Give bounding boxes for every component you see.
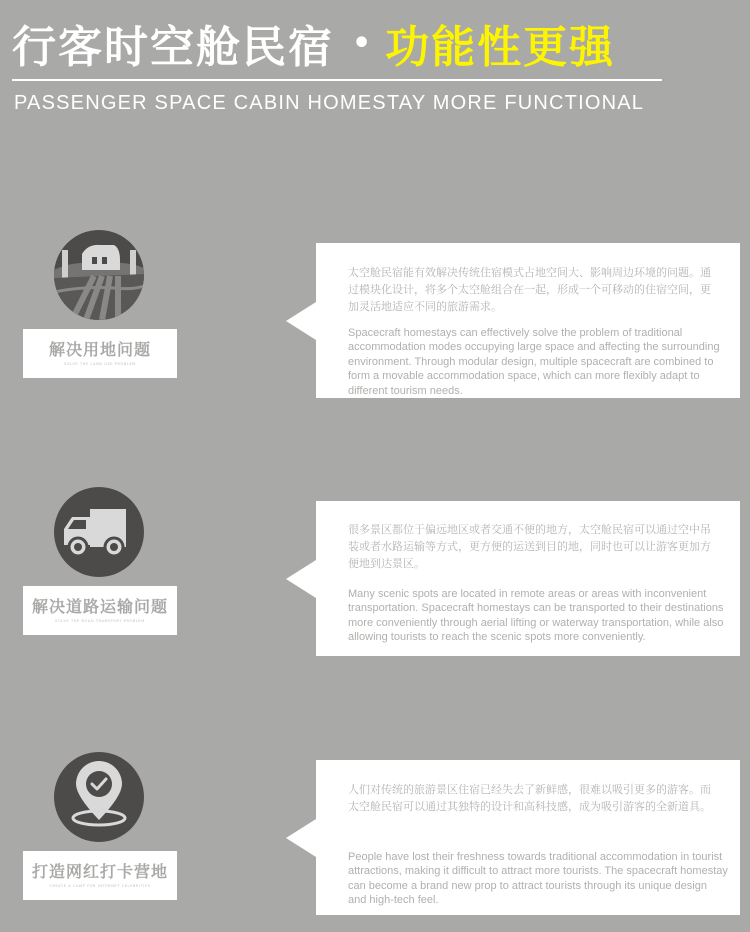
description-en: People have lost their freshness towards traditional accommodation in tourist attractions, making it difficult to attract more tourists. The spacecraft homestay can become a brand new prop to attract tourists through its unique design and high-tech feel. xyxy=(348,851,728,907)
description-cn: 太空舱民宿能有效解决传统住宿模式占地空间大、影响周边环境的问题。通过模块化设计，将多个太空舱组合在一起，形成一个可移动的住宿空间，更加灵活地适应不同的旅游需求。 xyxy=(348,266,711,313)
description-cn: 很多景区都位于偏远地区或者交通不便的地方，太空舱民宿可以通过空中吊装或者水路运输等方式，更方便的运送到目的地，同时也可以让游客更加方便地到达景区。 xyxy=(348,523,711,570)
feature-title: 打造网红打卡营地 xyxy=(31,862,168,881)
header xyxy=(0,0,750,130)
feature-title-en: SOLVE THE LAND USE PROBLEM xyxy=(64,362,136,366)
title-divider xyxy=(12,79,662,81)
feature-title: 解决用地问题 xyxy=(48,340,151,359)
truck-icon xyxy=(54,487,144,577)
page-title xyxy=(12,10,615,76)
feature-title-en: SOLVE THE ROAD TRANSPORT PROBLEM xyxy=(55,619,145,623)
feature-label-transport xyxy=(23,586,177,635)
page-subtitle: PASSENGER SPACE CABIN HOMESTAY MORE FUNCTIONAL xyxy=(14,92,645,114)
description-en: Many scenic spots are located in remote areas or areas with inconvenient transportation. Spacecraft homestays can be transported to their destinations more conveniently through aerial lifting or waterway transportation, while also allowing tourists to reach the scenic spots more conveniently. xyxy=(348,588,724,644)
feature-description-transport xyxy=(316,501,740,656)
feature-label-land xyxy=(23,329,177,378)
title-separator: • xyxy=(352,25,372,61)
title-main: 行客时空舱民宿 xyxy=(12,22,334,73)
description-cn: 人们对传统的旅游景区住宿已经失去了新鲜感，很难以吸引更多的游客。而太空舱民宿可以通过其独特的设计和高科技感，成为吸引游客的全新道具。 xyxy=(348,783,711,813)
feature-label-checkin-camp xyxy=(23,851,177,900)
location-check-icon xyxy=(54,752,144,842)
feature-description-checkin-camp xyxy=(316,760,740,915)
house-farmland-icon xyxy=(54,230,144,320)
feature-title: 解决道路运输问题 xyxy=(31,597,168,616)
feature-description-land xyxy=(316,243,740,398)
feature-title-en: CREATE A CAMP FOR INTERNET CELEBRITIES xyxy=(49,884,151,888)
description-en: Spacecraft homestays can effectively solve the problem of traditional accommodation modes occupying large space and affecting the surrounding environment. Through modular design, multiple spacecraft are combined to form a movable accommodation space, which can more flexibly adapt to different tourism needs. xyxy=(348,327,720,397)
title-highlight: 功能性更强 xyxy=(385,22,616,73)
